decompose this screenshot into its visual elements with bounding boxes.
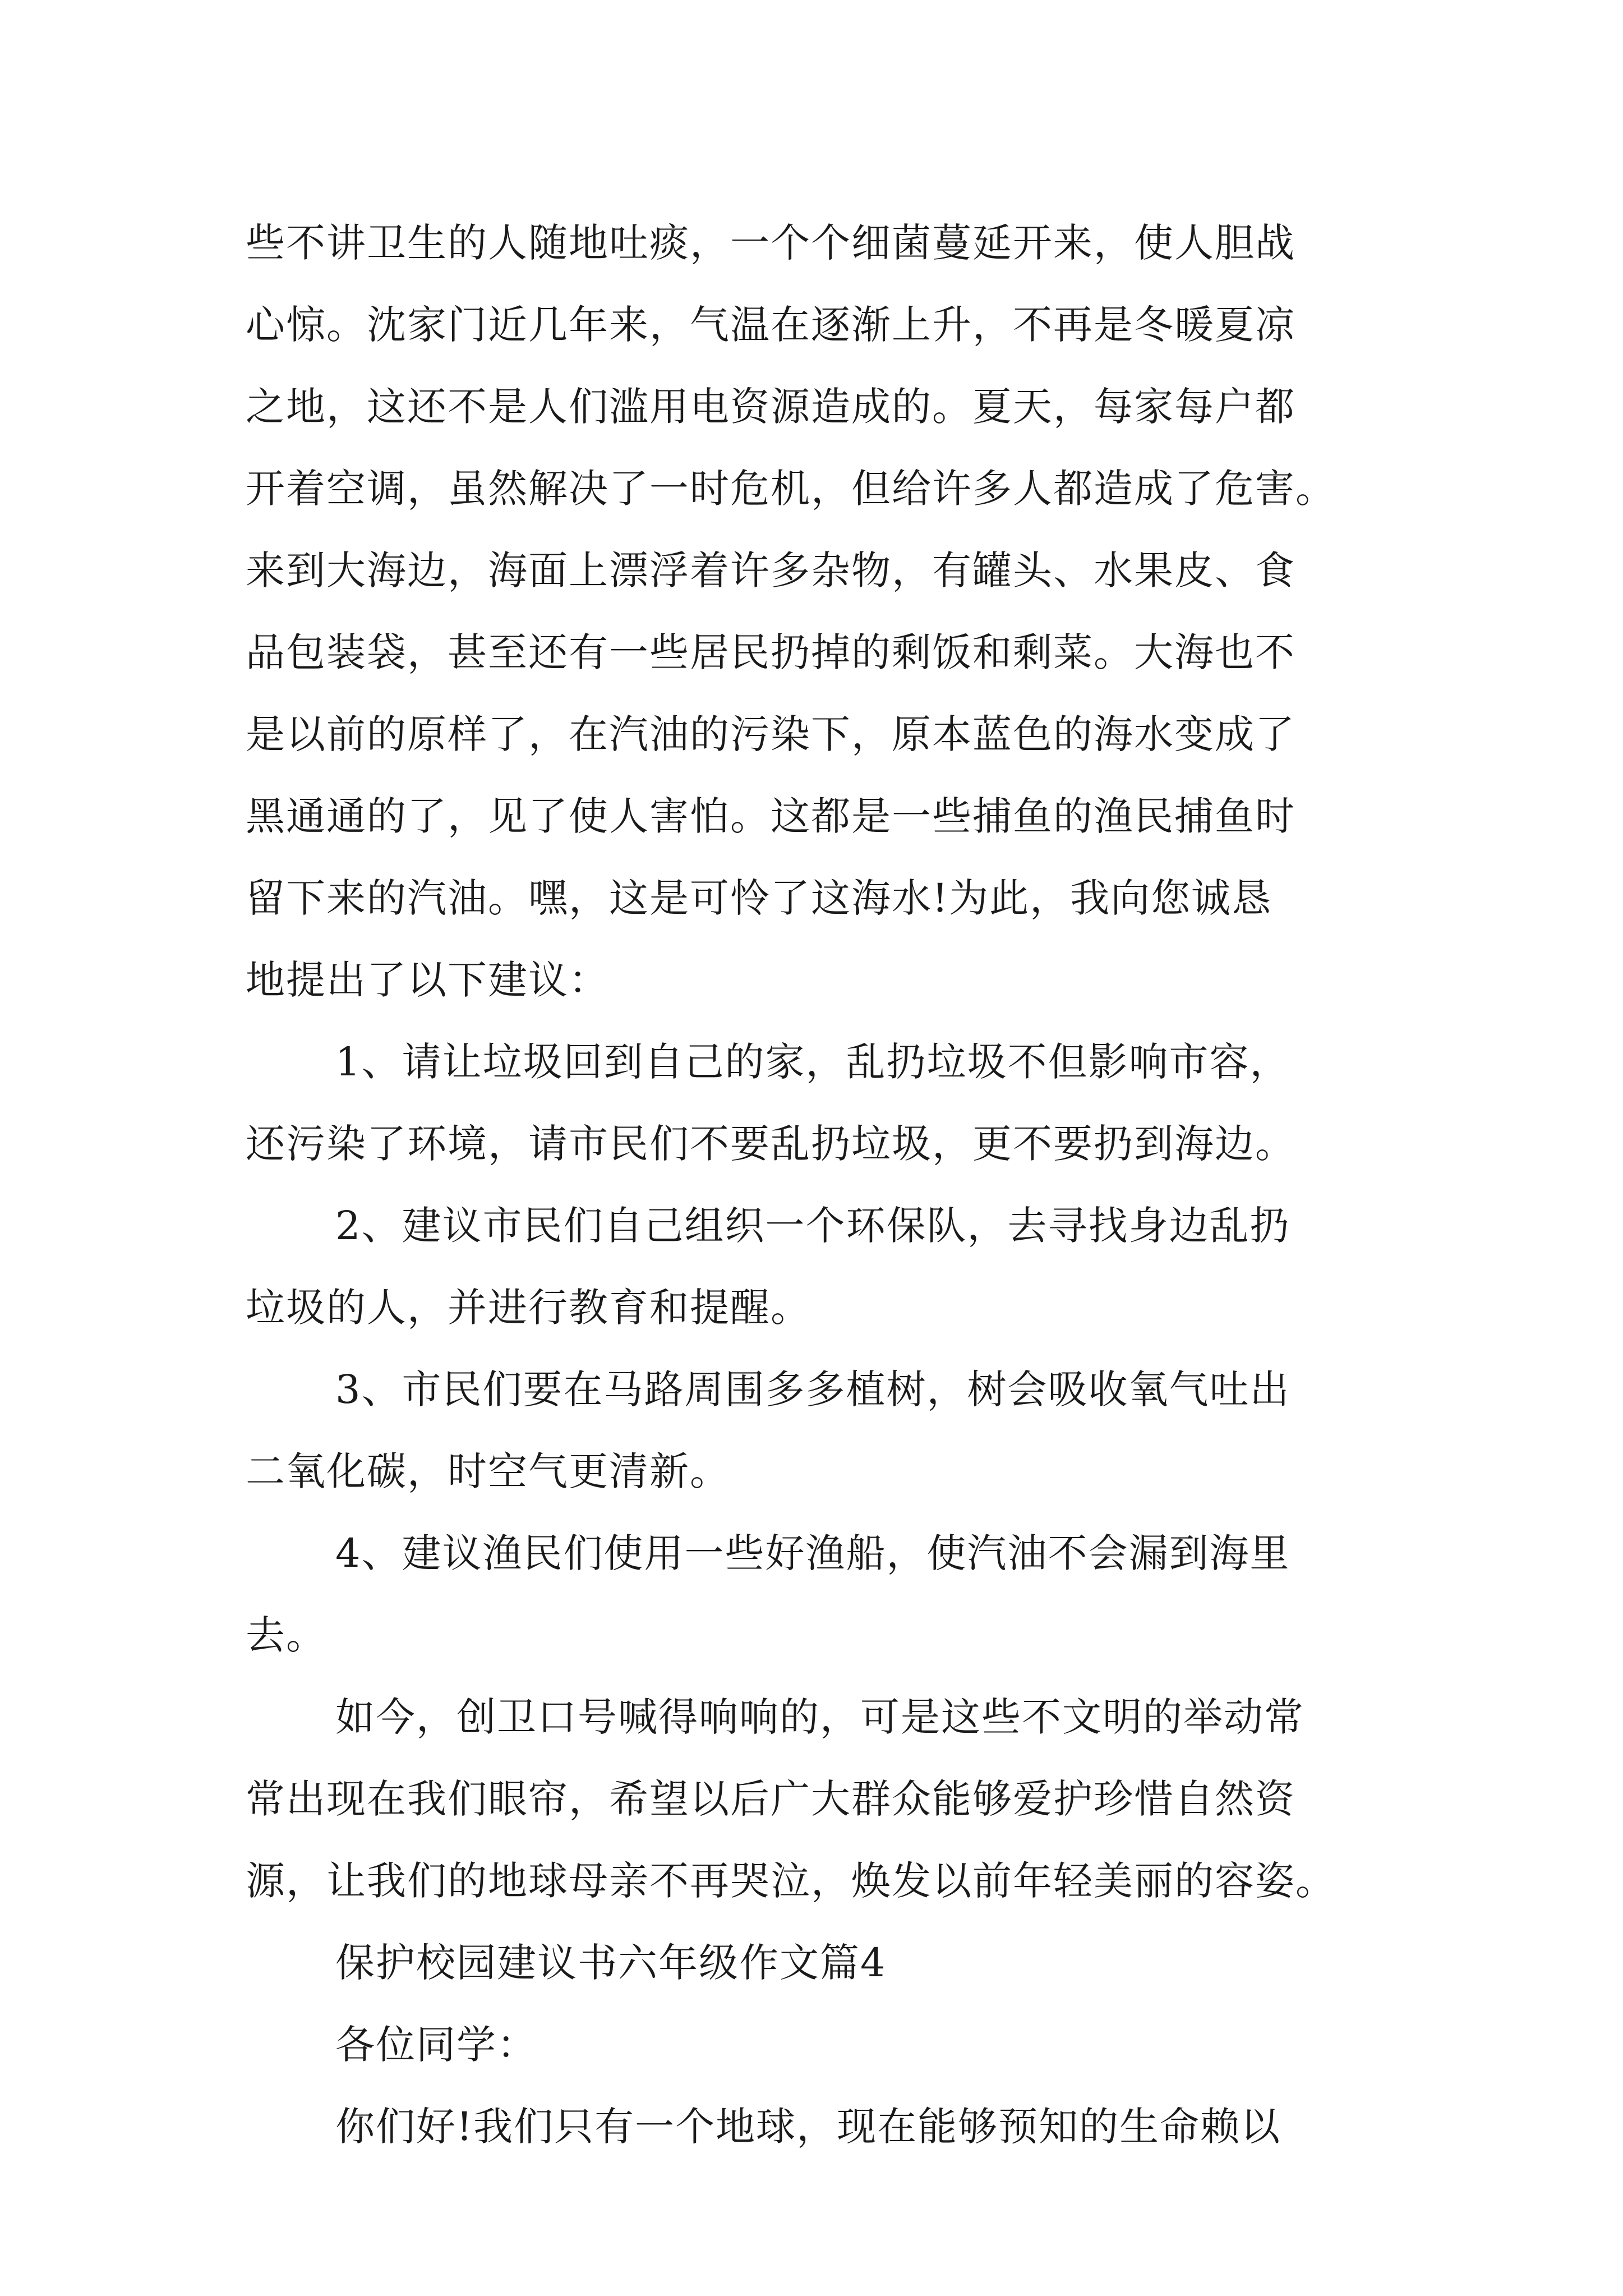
- text-line: 黑通通的了，见了使人害怕。这都是一些捕鱼的渔民捕鱼时: [246, 793, 1295, 839]
- text-line: 二氧化碳，时空气更清新。: [246, 1448, 730, 1494]
- text-line: 还污染了环境，请市民们不要乱扔垃圾，更不要扔到海边。: [246, 1121, 1295, 1167]
- text-line: 品包装袋，甚至还有一些居民扔掉的剩饭和剩菜。大海也不: [246, 629, 1295, 675]
- section-heading: 保护校园建议书六年级作文篇4: [335, 1940, 887, 1986]
- text-line: 心惊。沈家门近几年来，气温在逐渐上升，不再是冬暖夏凉: [246, 302, 1295, 348]
- paragraph-start-line: 你们好!我们只有一个地球，现在能够预知的生命赖以: [335, 2104, 1281, 2150]
- salutation-line: 各位同学：: [335, 2022, 537, 2068]
- paragraph-start-line: 如今，创卫口号喊得响响的，可是这些不文明的举动常: [335, 1694, 1304, 1740]
- text-line: 来到大海边，海面上漂浮着许多杂物，有罐头、水果皮、食: [246, 547, 1295, 593]
- text-line: 去。: [246, 1612, 326, 1658]
- text-line: 些不讲卫生的人随地吐痰，一个个细菌蔓延开来，使人胆战: [246, 220, 1295, 266]
- suggestion-4-line: 4、建议渔民们使用一些好渔船，使汽油不会漏到海里: [335, 1530, 1290, 1576]
- document-body: [246, 202, 1390, 2168]
- text-line: 是以前的原样了，在汽油的污染下，原本蓝色的海水变成了: [246, 711, 1295, 757]
- suggestion-1-line: 1、请让垃圾回到自己的家，乱扔垃圾不但影响市容，: [335, 1039, 1290, 1085]
- text-line: 开着空调，虽然解决了一时危机，但给许多人都造成了危害。: [246, 466, 1336, 512]
- text-line: 源，让我们的地球母亲不再哭泣，焕发以前年轻美丽的容姿。: [246, 1858, 1336, 1904]
- suggestion-2-line: 2、建议市民们自己组织一个环保队，去寻找身边乱扔: [335, 1203, 1290, 1249]
- text-line: 地提出了以下建议：: [246, 957, 609, 1003]
- text-line: 留下来的汽油。嘿，这是可怜了这海水!为此，我向您诚恳: [246, 875, 1272, 921]
- text-line: 垃圾的人，并进行教育和提醒。: [246, 1285, 811, 1331]
- suggestion-3-line: 3、市民们要在马路周围多多植树，树会吸收氧气吐出: [335, 1366, 1290, 1412]
- text-line: 之地，这还不是人们滥用电资源造成的。夏天，每家每户都: [246, 384, 1295, 430]
- text-line: 常出现在我们眼帘，希望以后广大群众能够爱护珍惜自然资: [246, 1776, 1295, 1822]
